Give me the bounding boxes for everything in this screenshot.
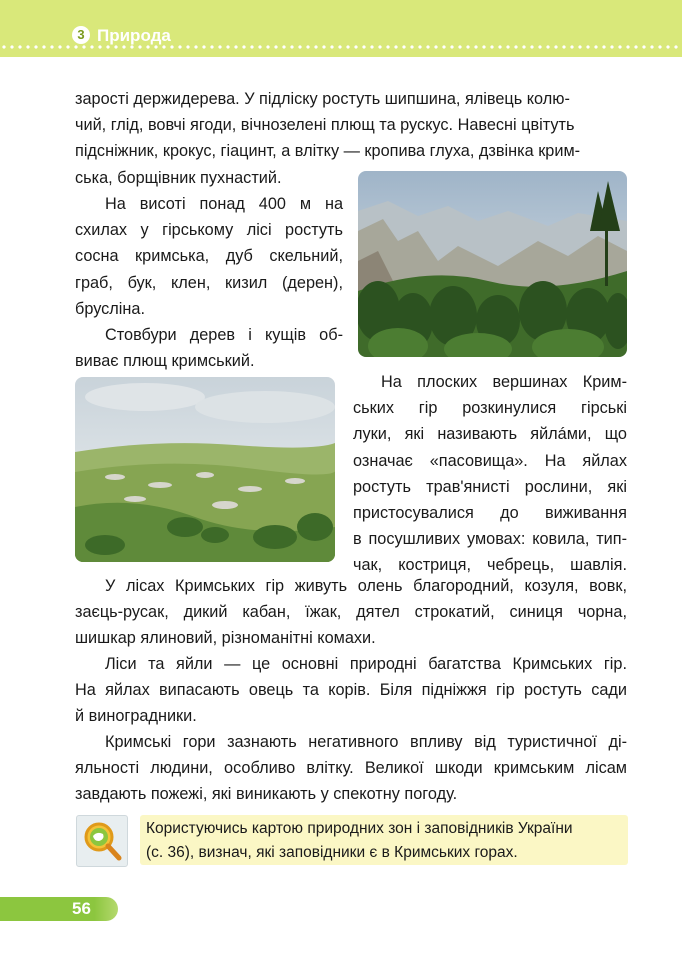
text-line: брусліна.	[75, 299, 145, 318]
text-line: завдають пожежі, які виникають у спекотну погоду.	[75, 785, 458, 804]
text-line: заєць-русак, дикий кабан, їжак, дятел строкатий, синиця чорна,	[75, 603, 627, 622]
forest-illustration	[358, 171, 627, 357]
photo-yayla-meadow	[75, 377, 335, 562]
text-line: схилах у гірському лісі ростуть	[75, 221, 343, 240]
text-line: ростуть трав'янисті рослини, які	[353, 477, 627, 496]
paragraph-yaylas	[353, 369, 627, 579]
text-line: чий, глід, вовчі ягоди, вічнозелені плющ та рускус. Навесні цвітуть	[75, 116, 575, 135]
text-line: означає «пасовища». На яйлах	[353, 451, 627, 470]
paragraph-ivy	[75, 322, 343, 374]
text-line: виває плющ кримський.	[75, 352, 255, 371]
text-line: Стовбури дерев і кущів об-	[105, 326, 343, 344]
text-line: пристосувалися до виживання	[353, 504, 627, 523]
chapter-number-badge: 3	[72, 26, 90, 44]
magnifier-icon	[77, 816, 127, 866]
chapter-header	[0, 0, 682, 57]
paragraph-human-impact	[75, 729, 627, 808]
text-line: Ліси та яйли — це основні природні багатства Кримських гір.	[105, 655, 627, 673]
text-line: яльності людини, особливо влітку. Великої шкоди кримським лісам	[75, 759, 627, 778]
text-line: На плоских вершинах Крим-	[381, 373, 627, 391]
text-line: сосна кримська, дуб скельний,	[75, 247, 343, 266]
meadow-illustration	[75, 377, 335, 562]
text-line: ська, борщівник пухнастий.	[75, 168, 282, 187]
text-line: шишкар ялиновий, різноманітні комахи.	[75, 629, 376, 648]
text-line: підсніжник, крокус, гіацинт, а влітку — кропива глуха, дзвінка крим-	[75, 142, 581, 161]
paragraph-mountain-forest	[75, 191, 343, 322]
text-line: На висоті понад 400 м на	[105, 195, 343, 213]
text-line: ських гір розкинулися гірські	[353, 399, 627, 418]
task-line: (с. 36), визнач, які заповідники є в Кримських горах.	[146, 844, 518, 861]
map-magnifier-icon	[76, 815, 128, 867]
page-number-tab	[0, 897, 118, 921]
text-line: зарості держидерева. У підліску ростуть шипшина, ялівець колю-	[75, 90, 570, 108]
paragraph-resources	[75, 651, 627, 730]
text-line: Кримські гори зазнають негативного впливу від туристичної ді-	[105, 733, 627, 751]
text-line: чак, костриця, чебрець, шавлія.	[353, 556, 627, 575]
task-line: Користуючись картою природних зон і заповідників України	[146, 820, 573, 837]
task-text	[146, 817, 626, 865]
text-line: в посушливих умовах: ковила, тип-	[353, 530, 627, 549]
text-line: луки, які називають яйлáми, що	[353, 425, 627, 444]
text-line: На яйлах випасають овець та корів. Біля підніжжя гір ростуть сади	[75, 681, 627, 700]
text-line: граб, бук, клен, кизил (дерен),	[75, 273, 343, 292]
text-line: й виноградники.	[75, 707, 197, 726]
paragraph-fauna	[75, 573, 627, 652]
photo-pine-forest-cliffs	[358, 171, 627, 357]
text-line: У лісах Кримських гір живуть олень благородний, козуля, вовк,	[105, 577, 627, 595]
chapter-title: Природа	[97, 26, 171, 45]
page-number: 56	[72, 899, 91, 918]
